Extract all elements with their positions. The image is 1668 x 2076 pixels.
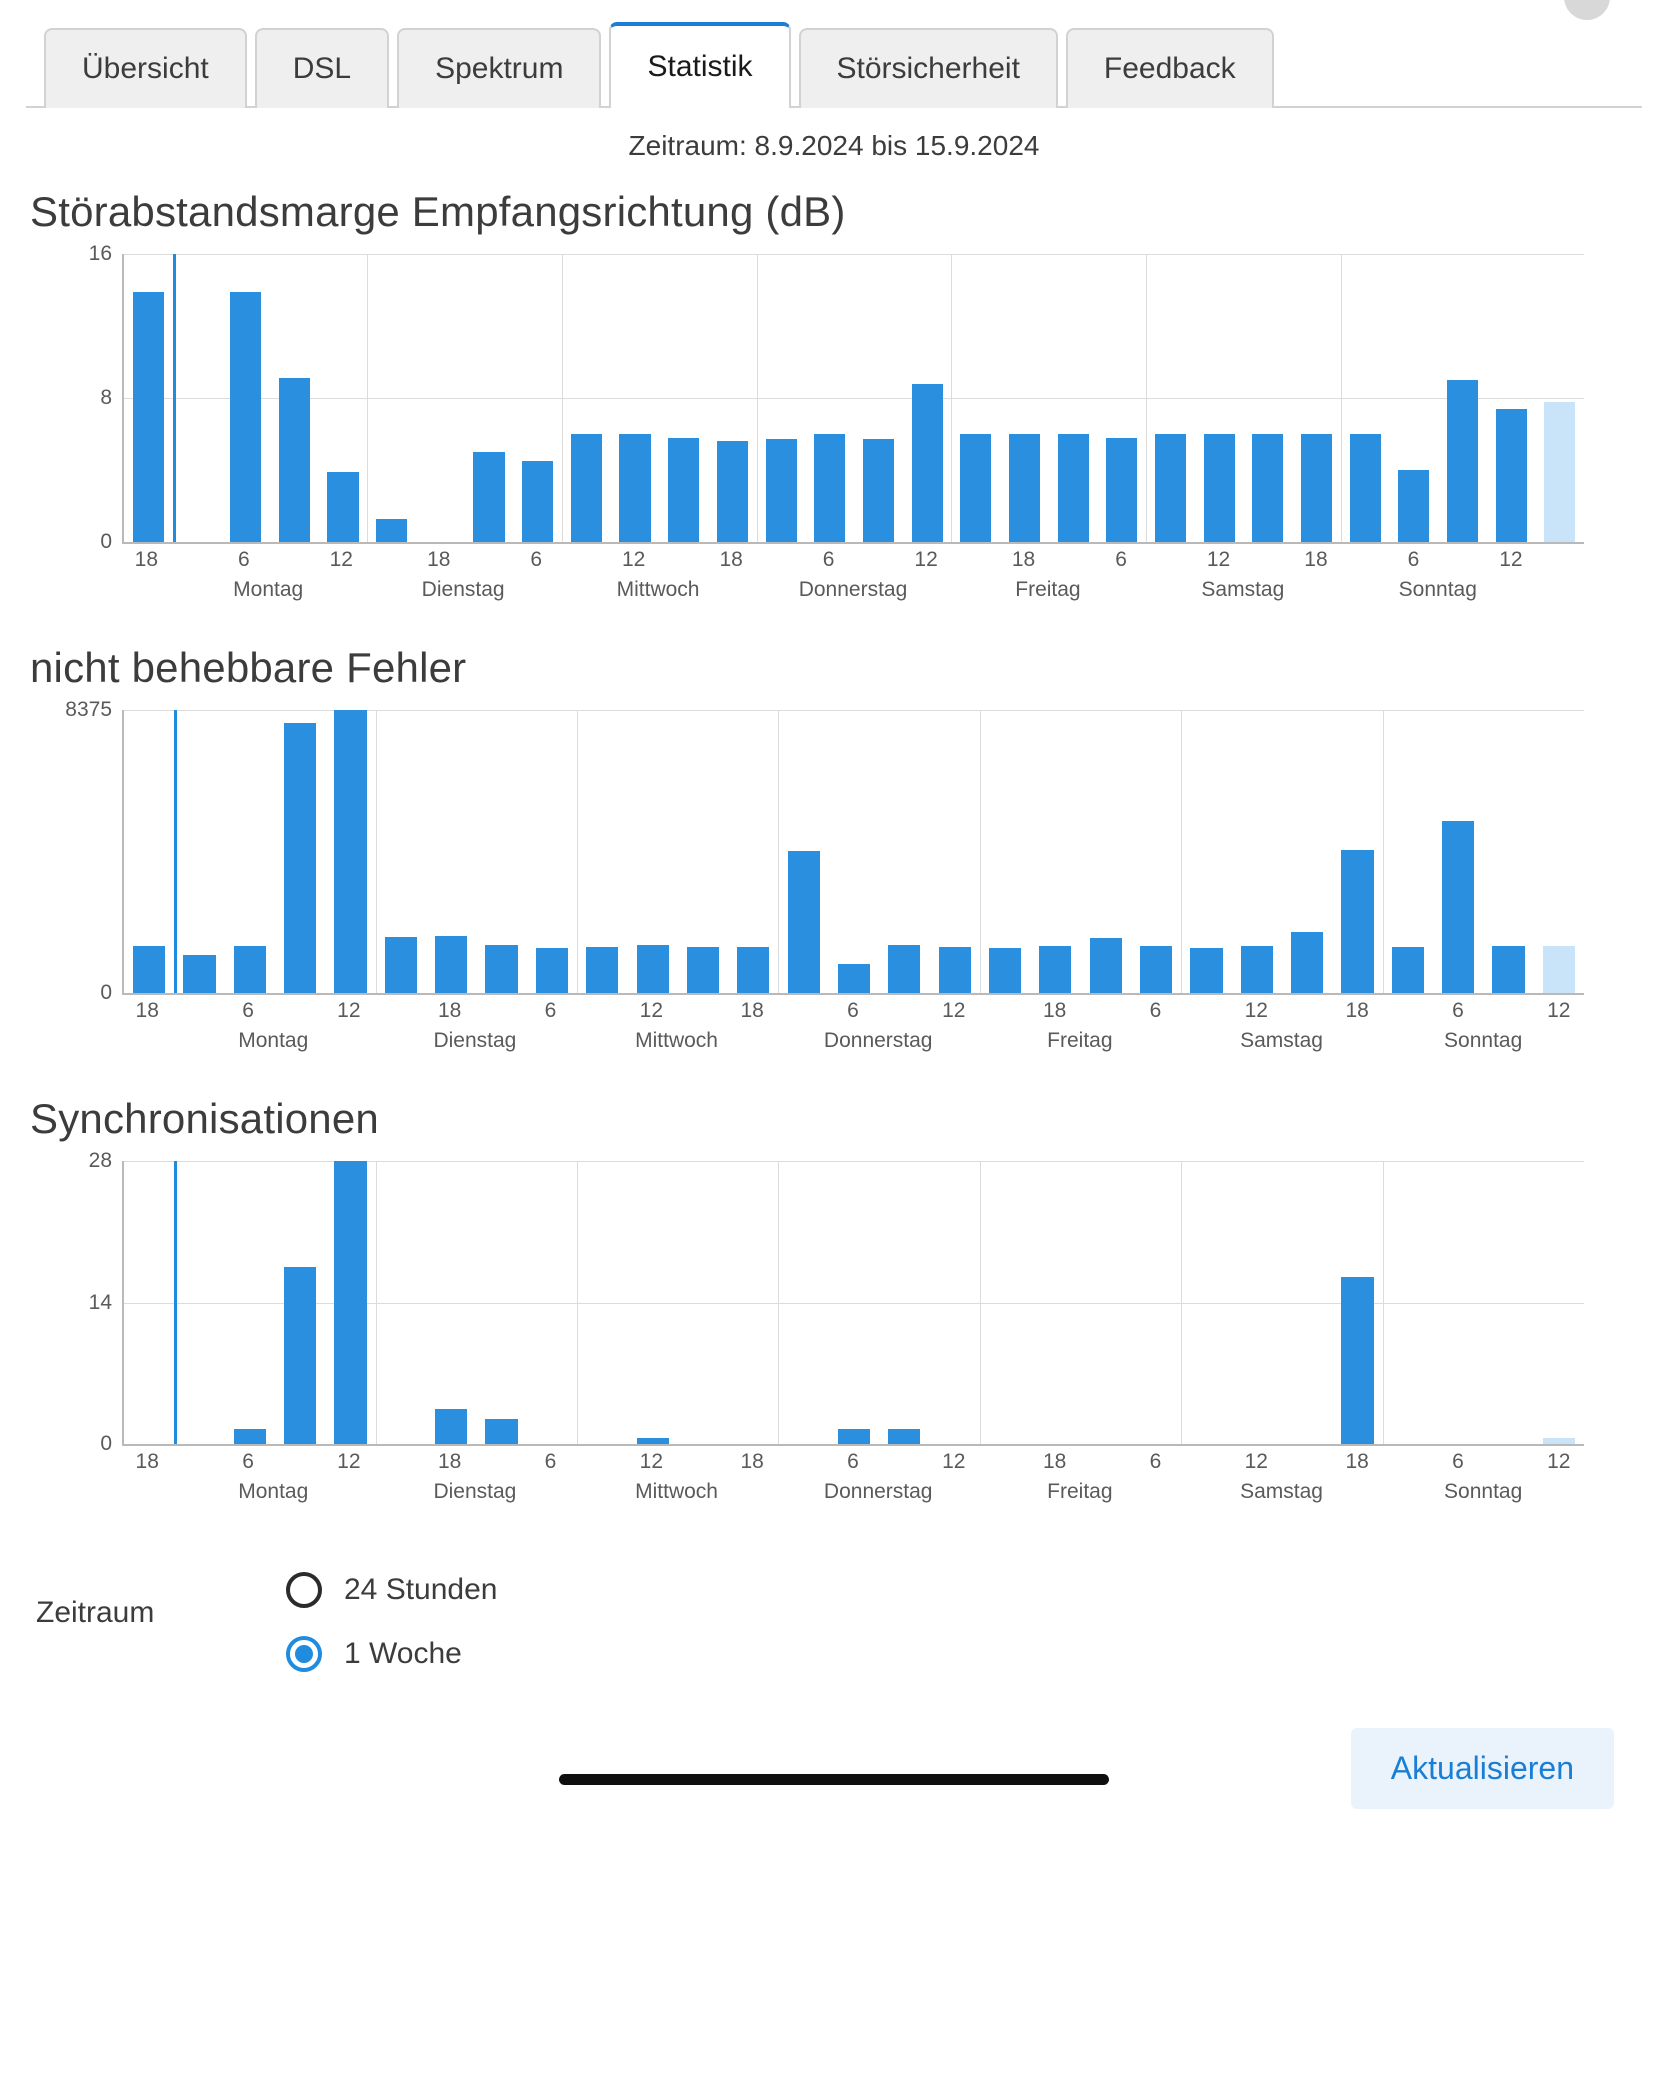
y-axis-tick: 28 [88,1149,112,1172]
x-axis-tick: 12 [622,548,646,571]
chart-plot-area [88,242,1584,553]
bar [788,851,820,993]
bar-slot [562,254,611,542]
x-axis-tick: 18 [1042,999,1067,1022]
y-axis-tick: 16 [88,242,112,265]
bar-slot [1131,710,1181,993]
bar-slot [879,710,929,993]
tab-dsl[interactable] [255,28,389,108]
day-label: Donnerstag [823,1480,933,1503]
x-axis-tick: 12 [337,999,361,1022]
x-axis-tick: 6 [822,548,835,571]
bar-slot [980,1161,1030,1444]
bar-slot [527,710,577,993]
bar [1090,938,1122,993]
bar-series [124,710,1584,993]
x-axis-tick: 6 [242,999,254,1022]
bar-slot [270,254,319,542]
bar-slot [1282,1161,1332,1444]
x-axis-tick: 12 [1547,1450,1571,1473]
bar-slot [376,710,426,993]
bar [1009,434,1040,542]
bar [888,945,920,993]
chart-title: Störabstandsmarge Empfangsrichtung (dB) [30,188,846,235]
bar-slot [805,254,854,542]
bar-slot [757,254,806,542]
bar-slot [1131,1161,1181,1444]
bar-slot [367,254,416,542]
bar-slot [879,1161,929,1444]
day-label: Samstag [1240,1029,1323,1052]
day-label: Mittwoch [616,578,700,601]
bar [536,948,568,993]
bar [939,947,971,993]
bar-slot [124,254,173,542]
bar [1291,932,1323,993]
bar [888,1429,920,1444]
x-axis-tick: 18 [134,548,159,571]
x-axis-tick: 18 [719,548,743,571]
x-axis-tick: 6 [1149,999,1162,1022]
x-axis-tick: 6 [1452,1450,1464,1473]
x-axis-tick: 6 [544,1450,557,1473]
bar-slot [1483,1161,1533,1444]
bar-slot [728,710,778,993]
bar-slot [426,1161,476,1444]
bar-slot [124,1161,174,1444]
bar [912,384,943,542]
bar-slot [376,1161,426,1444]
chart-day-labels [122,1029,1584,1069]
bar-slot [221,254,270,542]
bar-slot [1341,254,1390,542]
chart-title: Synchronisationen [30,1095,379,1142]
bar [234,946,266,993]
y-axis-tick: 0 [100,530,112,553]
bar-slot [1181,710,1231,993]
radio-label: 1 Woche [344,1637,462,1670]
bar [687,947,719,993]
bar-slot [476,1161,526,1444]
day-label: Donnerstag [823,1029,933,1052]
bar [960,434,991,542]
bar-slot [1081,710,1131,993]
tab-bar [26,6,1642,108]
tab-statistik[interactable] [609,22,790,108]
x-axis-tick: 12 [329,548,353,571]
bar-slot [778,1161,828,1444]
bar-slot [627,1161,677,1444]
bar [284,1267,316,1444]
radio-icon-selected[interactable] [286,1636,322,1672]
tab-label: Störsicherheit [836,52,1020,85]
x-axis-tick: 18 [1304,548,1328,571]
x-axis-tick: 18 [427,548,451,571]
tab-label: Statistik [647,50,753,83]
bar [473,452,504,542]
bar [1544,402,1575,542]
x-axis-tick: 18 [1345,999,1369,1022]
bar-slot [225,710,275,993]
bar-slot [1383,1161,1433,1444]
x-axis-tick: 12 [1244,999,1268,1022]
bar-slot [1195,254,1244,542]
day-label: Sonntag [1444,1480,1523,1503]
bar [435,936,467,993]
x-axis-tick: 6 [847,1450,859,1473]
bar-series [124,1161,1584,1444]
bar-slot [1292,254,1341,542]
bar-slot [465,254,514,542]
x-axis-tick: 6 [847,999,859,1022]
day-label: Montag [238,1480,309,1503]
bar [485,945,517,993]
tab-label: Spektrum [435,52,564,85]
bar-slot [174,710,224,993]
bar [838,964,870,993]
bar [571,434,602,542]
bar-slot [854,254,903,542]
x-axis-tick: 12 [1547,999,1571,1022]
bar-slot [829,1161,879,1444]
bar-slot [325,1161,375,1444]
bar-slot [1243,254,1292,542]
x-axis-tick: 18 [740,1450,764,1473]
bar [279,378,310,542]
bar-slot [1232,710,1282,993]
day-label: Samstag [1240,1480,1323,1503]
bar-slot [1000,254,1049,542]
bar [717,441,748,542]
day-label: Freitag [1015,578,1081,601]
bar [668,438,699,542]
bar [1341,1277,1373,1444]
x-axis-tick: 6 [530,548,543,571]
bar [1039,946,1071,993]
x-axis-tick: 18 [135,999,159,1022]
bar [133,292,164,542]
bar [376,519,407,542]
period-text: Zeitraum: 8.9.2024 bis 15.9.2024 [628,130,1040,161]
x-axis-tick: 18 [740,999,764,1022]
bar-slot [1049,254,1098,542]
x-axis-tick: 18 [135,1450,159,1473]
bar-slot [659,254,708,542]
bar [1543,1438,1575,1444]
bar-slot [426,710,476,993]
statistics-page [0,6,1668,1809]
x-axis-tick: 6 [1407,548,1420,571]
bar-slot [1332,710,1382,993]
x-axis-tick: 12 [942,1450,966,1473]
bar [133,946,165,993]
bar-slot [778,710,828,993]
bar [863,439,894,542]
bar [1398,470,1429,542]
bar-slot [577,710,627,993]
bar-slot [1534,1161,1584,1444]
bar-slot [577,1161,627,1444]
tab-stoersicherheit[interactable] [799,28,1058,108]
bar [327,472,358,542]
x-axis-tick: 18 [1345,1450,1369,1473]
bar-slot [930,1161,980,1444]
bar [737,947,769,993]
bar-slot [1383,710,1433,993]
bar-slot [1433,1161,1483,1444]
bar-series [124,254,1584,542]
bar [814,434,845,542]
bar [1241,946,1273,993]
bar-slot [1433,710,1483,993]
bar [637,945,669,993]
chart-day-labels [122,578,1584,618]
x-axis-tick: 6 [237,548,250,571]
period-selector [26,1572,1642,1672]
tab-label: Übersicht [82,52,209,85]
bar-slot [980,710,1030,993]
update-button[interactable]: Aktualisieren [1351,1728,1614,1809]
footer-actions [26,1728,1642,1809]
bar [989,948,1021,993]
bar [334,710,366,993]
bar-slot [1483,710,1533,993]
bar-slot [173,254,222,542]
bar-slot [951,254,1000,542]
period-radio-list [286,1572,497,1672]
tab-label: Feedback [1103,52,1236,85]
bar-slot [416,254,465,542]
x-axis-tick: 12 [914,548,938,571]
radio-option-24h[interactable] [286,1572,497,1608]
bar-slot [527,1161,577,1444]
day-label: Donnerstag [798,578,908,601]
bar [1492,946,1524,993]
bar [1442,821,1474,993]
x-axis-tick: 18 [438,999,462,1022]
bar-slot [829,710,879,993]
bar [766,439,797,542]
x-axis-tick: 12 [1499,548,1523,571]
bar [522,461,553,542]
bar [1543,946,1575,993]
period-selector-label: Zeitraum [36,1596,155,1629]
chart-x-axis [122,995,1584,1029]
x-axis-tick: 12 [639,999,664,1022]
radio-option-1week[interactable] [286,1636,497,1672]
chart-synchronisations [26,1095,1642,1520]
bar-slot [513,254,562,542]
bar [485,1419,517,1444]
x-axis-tick: 12 [942,999,966,1022]
day-label: Montag [233,578,304,601]
bar-slot [1146,254,1195,542]
x-axis-tick: 18 [1011,548,1036,571]
bar-slot [124,710,174,993]
bar [1155,434,1186,542]
y-axis-tick: 0 [100,981,112,1004]
x-axis-tick: 12 [1244,1450,1268,1473]
x-axis-tick: 6 [1149,1450,1162,1473]
bar-slot [678,710,728,993]
x-axis-tick: 12 [337,1450,361,1473]
bar-slot [728,1161,778,1444]
bar-slot [1332,1161,1382,1444]
bar [284,723,316,993]
bar-slot [1030,710,1080,993]
day-label: Mittwoch [635,1029,718,1052]
home-indicator [559,1774,1109,1785]
bar-slot [1282,710,1332,993]
bar-slot [325,710,375,993]
bar [637,1438,669,1444]
bar [183,955,215,993]
x-axis-tick: 6 [242,1450,254,1473]
bar [619,434,650,542]
bar [1350,434,1381,542]
chart-plot-area [88,1149,1584,1455]
bar [1140,946,1172,993]
bar [385,937,417,993]
bar [234,1429,266,1444]
bar-slot [1081,1161,1131,1444]
tab-label: DSL [292,52,352,85]
day-label: Sonntag [1398,578,1477,601]
bar [586,947,618,993]
chart-snr-margin [26,188,1642,618]
y-axis-tick: 8 [100,386,112,409]
tab-spektrum[interactable] [397,28,601,108]
radio-label: 24 Stunden [344,1573,498,1606]
chart-plot-area [65,698,1584,1004]
bar-slot [930,710,980,993]
day-label: Freitag [1047,1480,1113,1503]
bar-slot [1487,254,1536,542]
x-axis-tick: 6 [1452,999,1464,1022]
bar [1301,434,1332,542]
day-label: Freitag [1047,1029,1113,1052]
day-label: Dienstag [433,1029,517,1052]
bar [435,1409,467,1444]
bar-slot [1181,1161,1231,1444]
day-label: Dienstag [433,1480,517,1503]
bar-slot [1097,254,1146,542]
day-label: Dienstag [421,578,505,601]
tab-uebersicht[interactable] [44,28,247,108]
x-axis-tick: 18 [438,1450,462,1473]
bar-slot [627,710,677,993]
y-axis-tick: 14 [88,1290,112,1314]
bar [838,1429,870,1444]
bar-slot [1535,254,1584,542]
chart-uncorrectable-errors [26,644,1642,1069]
bar-slot [1030,1161,1080,1444]
chart-x-axis [122,1446,1584,1480]
day-label: Sonntag [1444,1029,1523,1052]
chart-x-axis [122,544,1584,578]
day-label: Samstag [1201,578,1285,601]
bar [1190,948,1222,993]
bar-slot [611,254,660,542]
bar-slot [275,710,325,993]
bar-slot [319,254,368,542]
bar-slot [1534,710,1584,993]
bar-slot [708,254,757,542]
x-axis-tick: 18 [1042,1450,1067,1473]
bar-slot [1389,254,1438,542]
bar-slot [903,254,952,542]
bar [1392,947,1424,993]
x-axis-tick: 6 [544,999,557,1022]
tab-feedback[interactable] [1066,28,1274,108]
bar-slot [275,1161,325,1444]
bar-slot [678,1161,728,1444]
bar-slot [1232,1161,1282,1444]
bar [1447,380,1478,542]
bar [334,1161,366,1444]
day-label: Montag [238,1029,309,1052]
chart-title: nicht behebbare Fehler [30,644,467,691]
x-axis-tick: 6 [1115,548,1127,571]
day-label: Mittwoch [635,1480,718,1503]
radio-dot [295,1645,313,1663]
bar [230,292,261,542]
bar [1496,409,1527,542]
x-axis-tick: 12 [639,1450,664,1473]
x-axis-tick: 12 [1206,548,1231,571]
y-axis-tick: 0 [100,1432,112,1455]
bar-slot [1438,254,1487,542]
bar-slot [174,1161,224,1444]
bar [1341,850,1373,993]
bar-slot [225,1161,275,1444]
radio-icon[interactable] [286,1572,322,1608]
bar [1106,438,1137,542]
y-axis-tick: 8375 [65,698,112,721]
bar [1204,434,1235,542]
chart-day-labels [122,1480,1584,1520]
bar-slot [476,710,526,993]
bar [1252,434,1283,542]
bar [1058,434,1089,542]
